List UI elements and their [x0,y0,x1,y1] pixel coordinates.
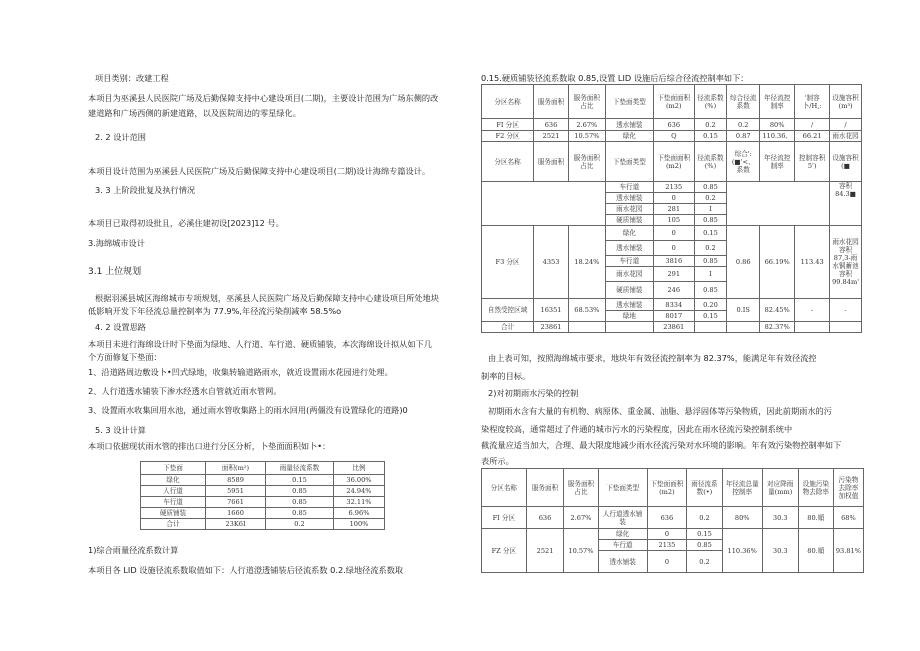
t2-header: 综合径流系数 [727,85,760,119]
table-cell: 68% [833,507,863,529]
conclusion-line-2: 制率的目标。 [481,371,531,381]
table-cell: 0 [653,193,694,204]
table-cell: 82.45% [760,299,795,322]
heading-upper-plan: 3.1 上位规划 [88,267,142,277]
table-cell: I [694,267,727,282]
t2-header: 设施容积(m³) [830,85,862,119]
table-cell: 0.15 [694,226,727,241]
table-cell [482,182,606,226]
table-cell: 绿化 [605,131,653,142]
table-cell: 23861 [534,322,569,333]
table-cell: 车行道 [605,256,653,267]
table-cell: 66.19% [760,226,795,299]
t2-header: 服务面积占比 [568,142,605,182]
table-cell: 24.94% [334,486,385,497]
table-cell: 7661 [206,497,266,508]
pollution-line-2: 染程度较高，通常超过了件通的城市污水的污染程度，因此在雨水径流污染控制系统中 [481,424,793,434]
table-cell: 绿化 [605,226,653,241]
table-cell: FI 分区 [482,119,534,131]
idea-line-2: 个方面修复下垫面： [88,352,162,362]
table-cell: 0.85 [694,182,727,193]
t3-header: 污染物去除率加权值 [833,469,863,507]
table-cell: 0.15 [266,475,334,486]
table-cell: 105 [653,215,694,226]
table-cell: FZ 分区 [482,529,527,573]
heading-design-idea: 4. 2 设置思路 [95,322,146,332]
table-cell: 3816 [653,256,694,267]
t2-header: 服务面积 [534,85,569,119]
t1-header: 比例 [334,462,385,475]
t2-header: 服务面积占比 [568,85,605,119]
table-cell: I [694,204,727,215]
table-cell: 0.2 [694,241,727,256]
table-cell: 绿地 [605,311,653,322]
table-cell: 93.81% [833,529,863,573]
t2-header: ‘制容卜/H,: [795,85,830,119]
table-cell: 0.85 [266,508,334,519]
table-cell: 281 [653,204,694,215]
t3-header: 服务面积 [526,469,564,507]
table-cell: 23K6I [206,519,266,530]
table-cell: 0.2 [694,193,727,204]
t2-header: 控制容积 5') [795,142,830,182]
table-cell: 绿化 [141,475,206,486]
table-cell: 32.11% [334,497,385,508]
t1-header: 面积(m²) [206,462,266,475]
table-cell: 246 [653,282,694,299]
table-cell: 2.67% [564,507,598,529]
table-cell: 人行道透水铺装 [598,507,647,529]
table-cell: 110.36、 [760,131,795,142]
table-cell: 雨水花园 [830,131,862,142]
table-cell: F3 分区 [482,226,534,299]
measure-item-2: 2、人行道透水铺装下渗水经透水自管就近雨水管网。 [88,386,282,396]
table-cell: 车行道 [605,182,653,193]
table-cell: 2521 [526,529,564,573]
heading-design-calc: 5. 3 设计计算 [95,425,146,435]
table-cell: 8334 [653,299,694,311]
table-cell [605,322,653,333]
heading-runoff-calc: 1)综合雨量径流系数计算 [88,545,179,555]
t2-header: 下垫面类型 [605,142,653,182]
table-cell: 10.57% [564,529,598,573]
intro-line-2: 建道路和广场西侧的新建道路，以及医院周边的零星绿化。 [88,108,301,118]
pollution-control-table [481,468,864,573]
table-cell: 0 [647,529,686,540]
t3-header: 下垫面类型 [598,469,647,507]
table-cell: 车行道 [141,497,206,508]
t3-header: 分区名称 [482,469,527,507]
table-cell: 636 [647,507,686,529]
table-cell: 0.85 [694,282,727,299]
table-cell: 人行道 [141,486,206,497]
table-cell: 0.2 [266,519,334,530]
right-top-line: 0.15.硬质铺装径流系数取 0.85,设置 LID 设施后后综合径流控制率如下： [481,73,749,83]
table-cell: 0.2 [694,119,727,131]
runoff-control-table [481,84,862,333]
t3-header: 下垫面面积(m2) [647,469,686,507]
table-cell: 82.37% [760,322,795,333]
table-cell: 0.20 [694,299,727,311]
measure-item-1: 1、沿道路周边敷设卜•凹式绿地，收集转输道路雨水，就近设置雨水花园进行处理。 [88,367,393,377]
table-cell: 透水铺装 [605,299,653,311]
table-cell: 4353 [534,226,569,299]
plan-line-1: 根据羽溪县城区海绵城市专项规划，巫溪县人民医院广场及后勤保障支持中心建设项目所处地块 [95,293,439,303]
table-cell: 0.85 [694,215,727,226]
table-cell: 雨水花园 [605,204,653,215]
table-cell: 0 [653,241,694,256]
table-cell: / [830,119,862,131]
table-cell: 113.43 [795,226,830,299]
table-cell: 透水铺装 [605,119,653,131]
approval-text: 本项目已取得初设批且，必溪住建初设[2023]12 号。 [88,218,284,228]
table-cell: 合计 [141,519,206,530]
table-cell [727,182,830,226]
table-cell: 2135 [647,540,686,551]
table-cell: 0.85 [694,256,727,267]
table-cell: 硬质铺装 [141,508,206,519]
table-cell: 23861 [653,322,694,333]
table-cell: 0.87 [727,131,760,142]
table-cell: 雨水花园 [605,267,653,282]
pollution-line-4: 表所示。 [481,456,514,466]
table-cell: / [795,119,830,131]
table-cell: 车行道 [598,540,647,551]
table-cell: 36.00% [334,475,385,486]
table-cell: 2.67% [568,119,605,131]
underlying-surface-table [140,461,385,530]
table-cell: 636 [526,507,564,529]
table-cell: 0.2 [687,551,723,573]
table-cell: 透水铺装 [598,551,647,573]
table-cell: 透水铺装 [605,193,653,204]
t1-header: 雨量径流系数 [266,462,334,475]
t1-header: 下垫面 [141,462,206,475]
table-cell: 80.順 [798,529,833,573]
table-cell [568,322,605,333]
table-cell: 容积 84.3■ [830,182,862,226]
table-cell [694,322,727,333]
table-cell: 透水铺装 [605,241,653,256]
table-cell: 0 [653,226,694,241]
table-cell: 110.36% [722,529,762,573]
t2-header: 年径流控制率 [760,142,795,182]
table-cell: 自然受控区域 [482,299,534,322]
table-cell: 0.85 [266,486,334,497]
t2-header: 径流系数(%) [694,142,727,182]
table-cell [830,322,862,333]
t2-header: 综合':(■'<、系数 [727,142,760,182]
t2-header: 分区名称 [482,85,534,119]
table-cell: 291 [653,267,694,282]
t3-header: 对应降雨量(mm) [762,469,798,507]
table-cell: 0.15 [694,311,727,322]
runoff-text: 本项目各 LID 设施径流系数取值如下：人行道澄透铺装后径流系数 0.2.绿地径流系数取 [88,565,404,575]
table-cell: 6.96% [334,508,385,519]
table-cell: 100% [334,519,385,530]
table-cell: 68.53% [568,299,605,322]
t2-header: 下垫面面积(m2) [653,85,694,119]
plan-line-2: 低影响开发下年径流总量控制率为 77.9%,年径流污染削减率 58.5%o [88,306,342,316]
table-cell: 2521 [534,131,569,142]
table-cell: 80% [722,507,762,529]
table-cell: 636 [653,119,694,131]
table-cell: - [795,299,830,322]
t2-header: 年径流控制率 [760,85,795,119]
t2-header: 下垫面类型 [605,85,653,119]
measure-item-3: 3、设置雨水收集回用水池，通过雨水管收集路上的雨水回用(两僵没有设置绿化的道路)0 [88,405,408,415]
table-cell: 5951 [206,486,266,497]
table-cell: 0.15 [694,131,727,142]
table-cell: 硬质铺装 [605,282,653,299]
table-cell: 8589 [206,475,266,486]
pollution-line-3: 截流量应适当加大，合理、最大限度地减少雨水径流污染对水环境的影晌。年有效污染物控制率如下 [481,440,842,450]
table-cell [795,322,830,333]
conclusion-line-1: 由上表可知，按照海绵城市要求，地块年有效径流控制率为 82.37%，能满足年有效径流控 [488,353,817,363]
heading-approval: 3. 3 上阶段批复及执行情况 [95,185,196,195]
table-cell: - [830,299,862,322]
idea-line-1: 本项目未进行海绵设计时下垫面为绿地、人行道、车行道、硬质铺装，本次海绵设计拟从如下几 [88,339,432,349]
project-type: 项目类别：改建工程 [95,73,169,83]
intro-line-1: 本项目为巫溪县人民医院广场及后勤保障支持中心建设项目(二期)，主要设计范围为广场东侧的改 [88,93,439,103]
table-cell: 30.3 [762,507,798,529]
table-cell: 18.24% [568,226,605,299]
table-cell: 0.85 [266,497,334,508]
table-cell: 0 [647,551,686,573]
table-cell: 16351 [534,299,569,322]
t2-header: 设施容积(■ [830,142,862,182]
table-cell: 0.2 [727,119,760,131]
table-cell: 0.2 [687,507,723,529]
table-cell: 66.21 [795,131,830,142]
heading-pollution: 2)对初期雨水污染的控制 [488,388,579,398]
pollution-line-1: 初期雨水含有大量的有机物、病原体、重金属、油脂、悬浮固体等污染物质，因此前期雨水的污 [488,406,832,416]
table-cell: 0.IS [727,299,760,322]
t3-header: 设施污染物去除率 [798,469,833,507]
table-cell: 10.57% [568,131,605,142]
table-cell: 80.順 [798,507,833,529]
table-cell: 636 [534,119,569,131]
t2-header: 径流系数(%) [694,85,727,119]
table-cell: 0.15 [687,529,723,540]
t2-header: 服务面积 [534,142,569,182]
t2-header: 分区名称 [482,142,534,182]
t3-header: 服务面积占比 [564,469,598,507]
table-cell: 30.3 [762,529,798,573]
t2-header: 下垫面面积(m2) [653,142,694,182]
t3-header: 雨径流系数(•) [687,469,723,507]
table-cell: 2135 [653,182,694,193]
table-cell: 1660 [206,508,266,519]
table-cell: 0.85 [687,540,723,551]
table-cell: 80% [760,119,795,131]
table-cell: Q [653,131,694,142]
heading-scope: 2. 2 设计范围 [95,132,146,142]
table-cell: 8017 [653,311,694,322]
table-cell: 硬质铺装 [605,215,653,226]
calc-intro: 本项口依据现状雨水管的排出口进行分区分析，卜垫面面积如卜•： [88,441,331,451]
scope-text: 本项目设计范围为巫溪县人民医院广场及后勤保障支持中心建设项目(二期)设计海绵专篇设计。 [88,166,431,176]
heading-sponge-city: 3.海绵城市设计 [88,238,145,248]
table-cell: F2 分区 [482,131,534,142]
table-cell: FI 分区 [482,507,527,529]
table-cell [727,322,760,333]
table-cell: 绿化 [598,529,647,540]
table-cell: 0.86 [727,226,760,299]
table-cell: 合计 [482,322,534,333]
table-cell: 雨水花园容积 87,3-雨水铜蓄池容积 99.84m' [830,226,862,299]
t3-header: 年径流总量控制率 [722,469,762,507]
